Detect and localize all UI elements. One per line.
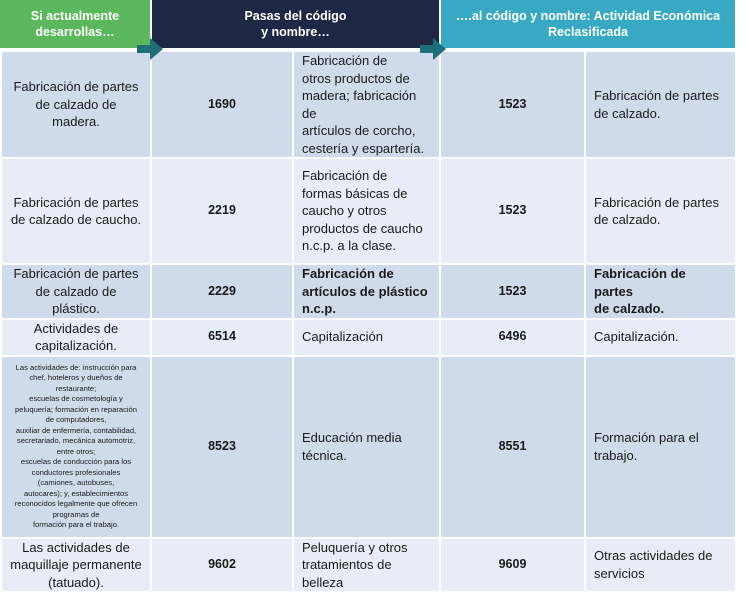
old-code-cell: 2229 bbox=[151, 264, 293, 319]
old-name-cell: Fabricación de artículos de plástico n.c.p. bbox=[293, 264, 440, 319]
new-name-cell: Capitalización. bbox=[585, 319, 736, 356]
old-code-cell: 9602 bbox=[151, 538, 293, 593]
new-name-cell: Fabricación de partes de calzado. bbox=[585, 158, 736, 264]
old-name-cell: Peluquería y otros tratamientos de belleza bbox=[293, 538, 440, 593]
current-activity-cell: Fabricación de partes de calzado de caucho. bbox=[1, 158, 151, 264]
old-name-cell: Fabricación de otros productos de madera; fabricación de artículos de corcho, cestería y espartería. bbox=[293, 51, 440, 158]
header-current-activity bbox=[0, 0, 150, 48]
right-arrow-icon bbox=[420, 38, 446, 60]
old-name-cell: Educación media técnica. bbox=[293, 356, 440, 538]
header-old-code-label: Pasas del código y nombre… bbox=[244, 9, 347, 39]
old-name-cell: Fabricación de formas básicas de caucho y otros productos de caucho n.c.p. a la clase. bbox=[293, 158, 440, 264]
new-code-cell: 1523 bbox=[440, 158, 585, 264]
current-activity-cell: Fabricación de partes de calzado de madera. bbox=[1, 51, 151, 158]
new-name-cell: Otras actividades de servicios bbox=[585, 538, 736, 593]
old-name-cell: Capitalización bbox=[293, 319, 440, 356]
table-row bbox=[1, 264, 736, 319]
new-code-cell: 1523 bbox=[440, 51, 585, 158]
new-name-cell: Formación para el trabajo. bbox=[585, 356, 736, 538]
new-name-cell: Fabricación de partes de calzado. bbox=[585, 51, 736, 158]
table-row bbox=[1, 158, 736, 264]
old-code-cell: 1690 bbox=[151, 51, 293, 158]
current-activity-cell: Las actividades de: instrucción para chef, hoteleros y dueños de restaurante; escuelas de cosmetología y peluquería; formación en reparación de computadores, auxiliar de enfermería, contabilidad, secretariado, mecánica automotriz, entre otros; escuelas de conducción para los conductores profesionales (camiones, autobuses, autocares); y, establecimientos reconocidos legalmente que ofrecen programas de formación para el trabajo. bbox=[1, 356, 151, 538]
new-code-cell: 6496 bbox=[440, 319, 585, 356]
reclassification-table bbox=[0, 50, 737, 593]
new-code-cell: 8551 bbox=[440, 356, 585, 538]
table-row bbox=[1, 356, 736, 538]
current-activity-cell: Fabricación de partes de calzado de plástico. bbox=[1, 264, 151, 319]
old-code-cell: 8523 bbox=[151, 356, 293, 538]
table-row bbox=[1, 51, 736, 158]
old-code-cell: 6514 bbox=[151, 319, 293, 356]
new-name-cell: Fabricación de partes de calzado. bbox=[585, 264, 736, 319]
current-activity-cell: Actividades de capitalización. bbox=[1, 319, 151, 356]
table-row bbox=[1, 319, 736, 356]
header-new-code bbox=[441, 0, 735, 48]
table-row bbox=[1, 538, 736, 593]
header-current-activity-label: Si actualmente desarrollas… bbox=[30, 9, 120, 39]
header-new-code-label: ….al código y nombre: Actividad Económica Reclasificada bbox=[455, 9, 721, 39]
current-activity-cell: Las actividades de maquillaje permanente (tatuado). bbox=[1, 538, 151, 593]
right-arrow-icon bbox=[137, 38, 163, 60]
new-code-cell: 1523 bbox=[440, 264, 585, 319]
header-old-code bbox=[152, 0, 439, 48]
old-code-cell: 2219 bbox=[151, 158, 293, 264]
new-code-cell: 9609 bbox=[440, 538, 585, 593]
